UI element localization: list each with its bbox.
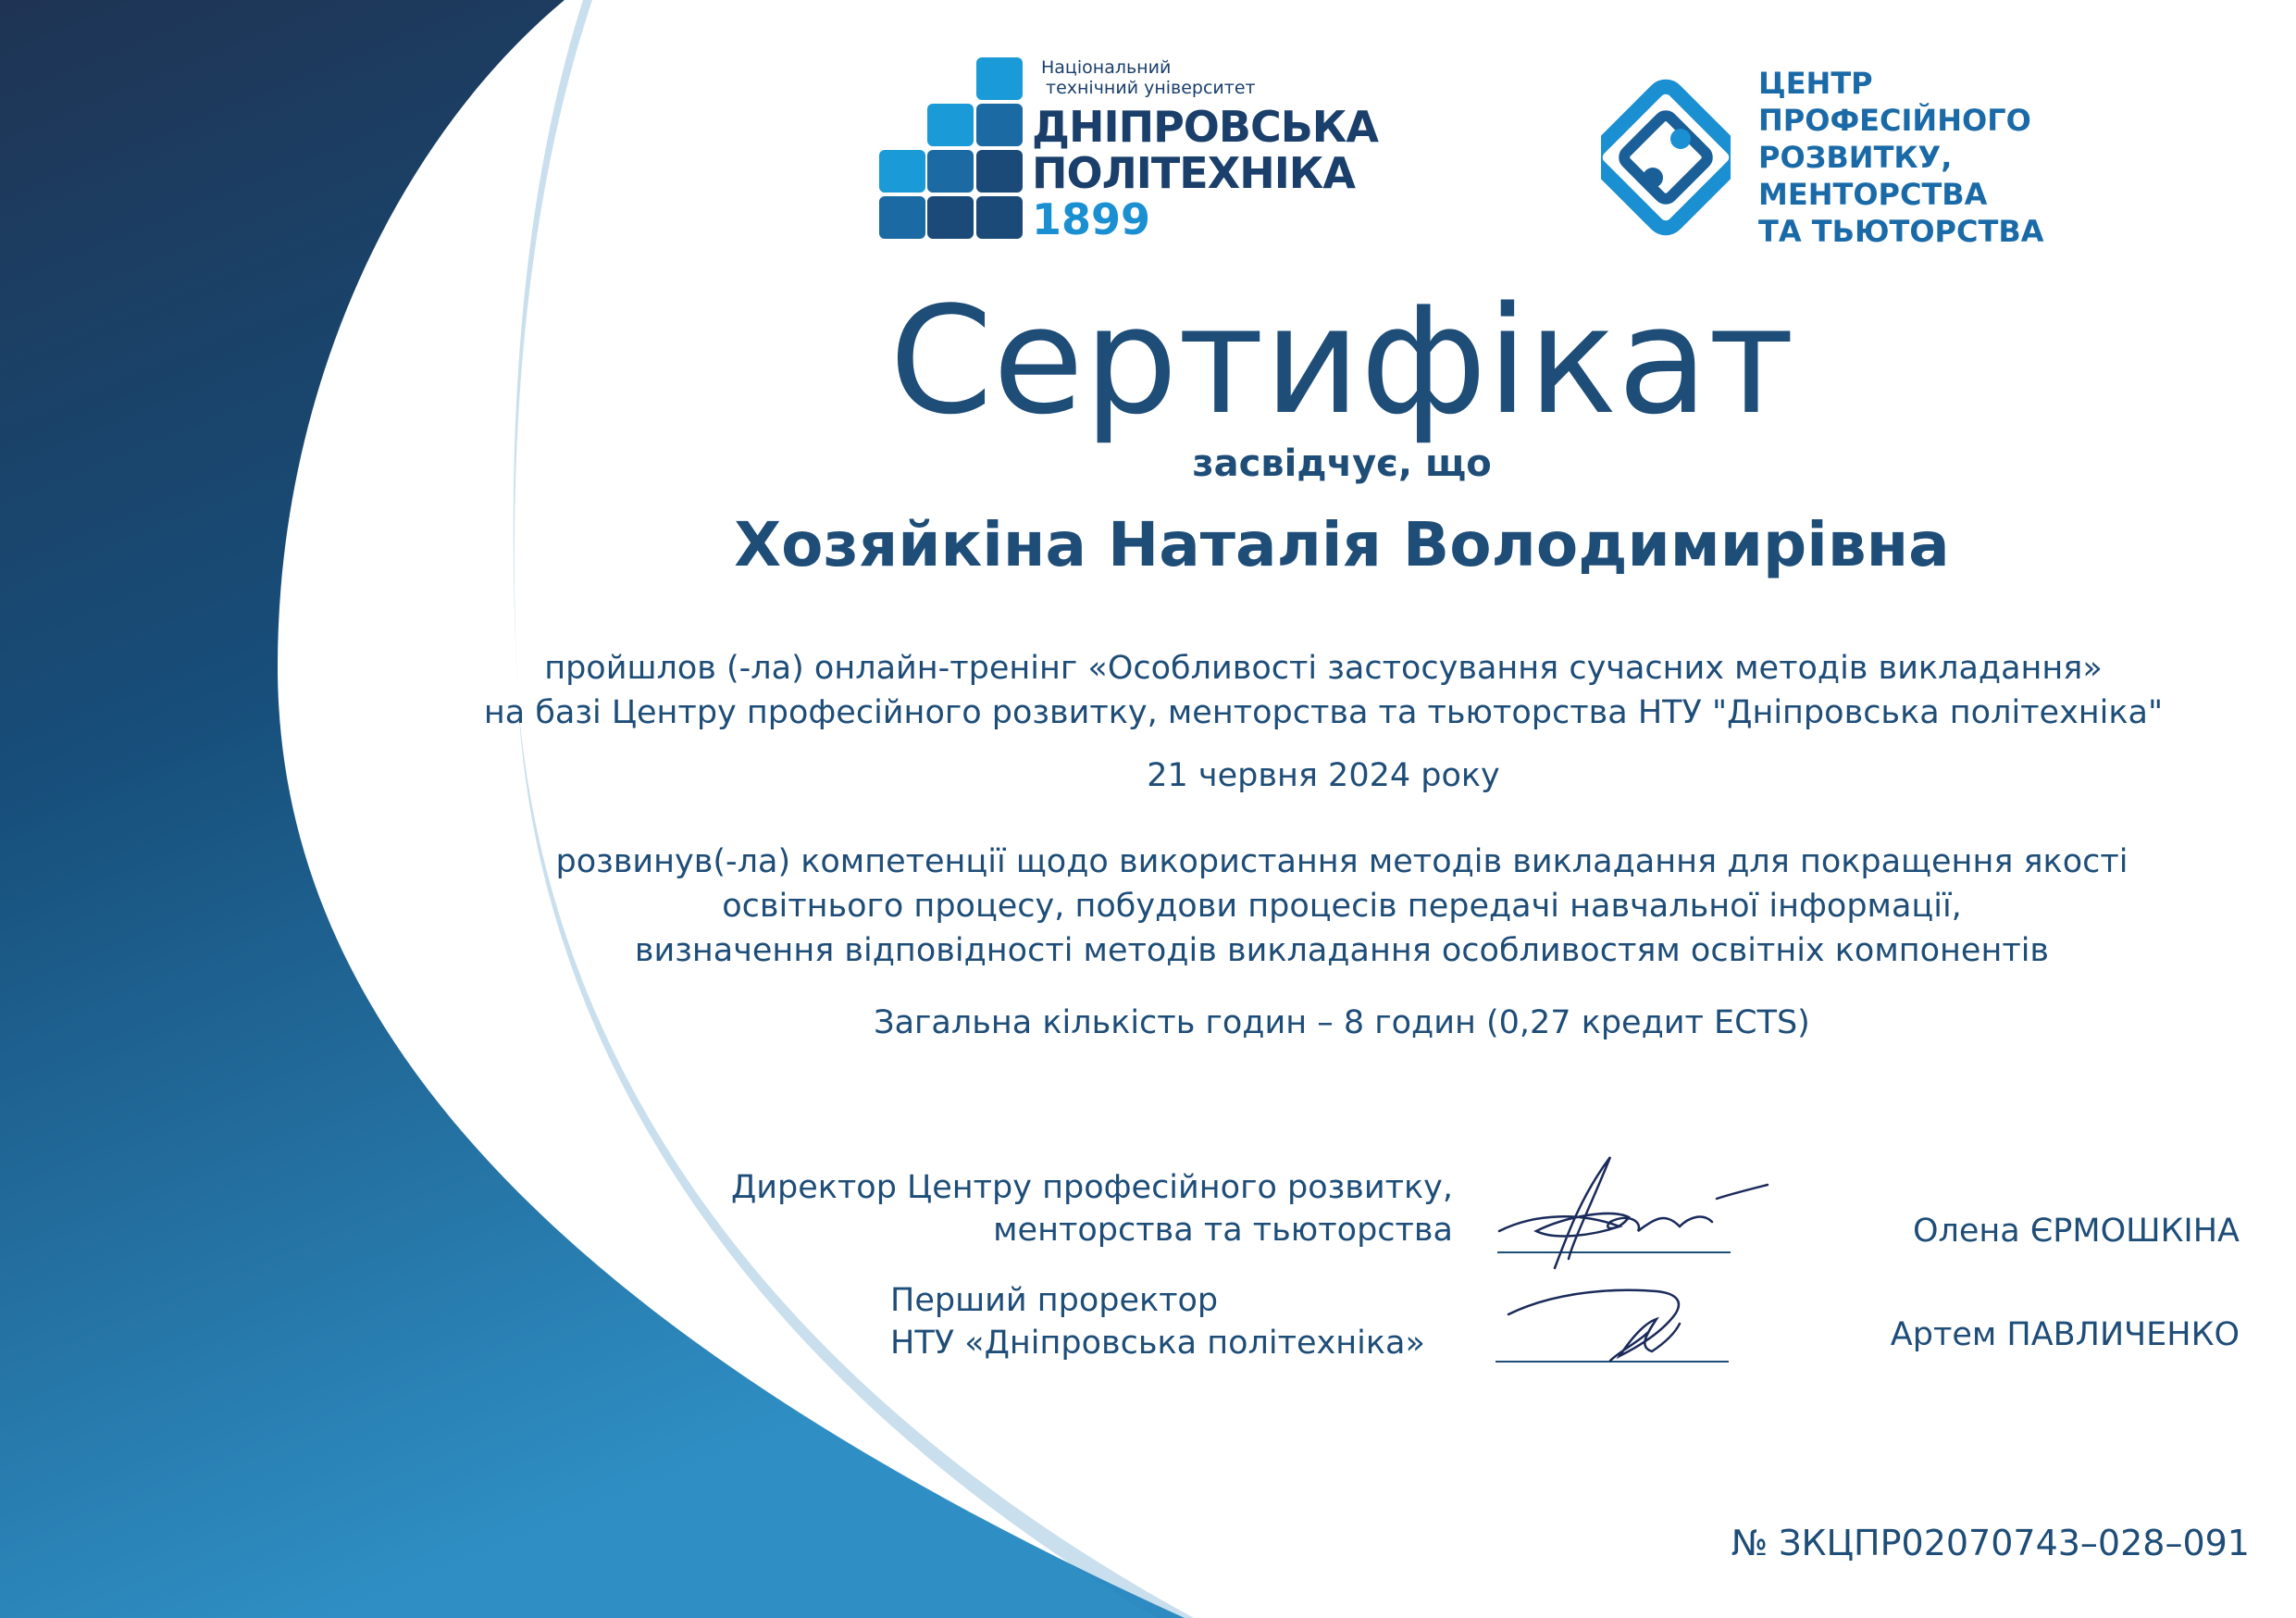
signatory-1-position [648,1166,1453,1251]
university-blocks-icon [879,56,1027,250]
center-name-line-2: ПРОФЕСІЙНОГО [1758,103,2031,138]
university-logo [879,56,1378,259]
center-name-line-5: ТА ТЬЮТОРСТВА [1758,214,2044,249]
university-year: 1899 [1032,194,1151,244]
total-hours: Загальна кількість годин – 8 годин (0,27 кредит ECTS) [874,1004,1810,1041]
center-name-line-4: МЕНТОРСТВА [1758,177,1988,212]
training-date: 21 червня 2024 року [1147,757,1500,794]
certificate-number: № ЗКЦПР02070743–028–091 [1731,1523,2250,1563]
competence-description [426,840,2258,973]
competence-line-2: освітнього процесу, побудови процесів передачі навчальної інформації, [722,888,1962,925]
signatory-1-name: Олена ЄРМОШКІНА [1912,1213,2240,1250]
center-name-line-1: ЦЕНТР [1758,66,1873,101]
center-emblem-icon [1601,65,1731,250]
signatory-1-position-line-2: менторства та тьюторства [993,1212,1453,1249]
competence-line-3: визначення відповідності методів викладання особливостям освітніх компонентів [634,932,2050,969]
signatory-2-position-line-2: НТУ «Дніпровська політехніка» [890,1325,1425,1362]
training-line-2: на базі Центру професійного розвитку, менторства та тьюторства НТУ "Дніпровська політехніка" [483,694,2164,731]
signatory-2-name: Артем ПАВЛИЧЕНКО [1890,1316,2240,1353]
training-description [407,646,2240,735]
university-name-line-1: ДНІПРОВСЬКА [1032,102,1378,152]
signatory-2-signature [1490,1277,1731,1370]
signatory-2-position [890,1279,1538,1364]
training-line-1: пройшлов (-ла) онлайн-тренінг «Особливості застосування сучасних методів викладання» [544,650,2103,687]
signatory-1-position-line-1: Директор Центру професійного розвитку, [730,1169,1453,1206]
recipient-name: Хозяйкіна Наталія Володимирівна [734,509,1950,580]
certificate-subtitle: засвідчує, що [1192,442,1492,485]
university-type-line-2: технічний університет [1046,78,1256,98]
center-logo [1601,65,2064,259]
university-type-line-1: Національний [1041,57,1172,78]
certificate-title: Сертифікат [888,274,1795,447]
university-name-line-2: ПОЛІТЕХНІКА [1032,148,1356,198]
signatory-1-signature [1481,1139,1777,1287]
competence-line-1: розвинув(-ла) компетенції щодо використання методів викладання для покращення якості [555,843,2128,880]
center-name-block [1758,65,2043,250]
signatory-2-position-line-1: Перший проректор [890,1282,1219,1319]
center-name-line-3: РОЗВИТКУ, [1758,140,1953,175]
